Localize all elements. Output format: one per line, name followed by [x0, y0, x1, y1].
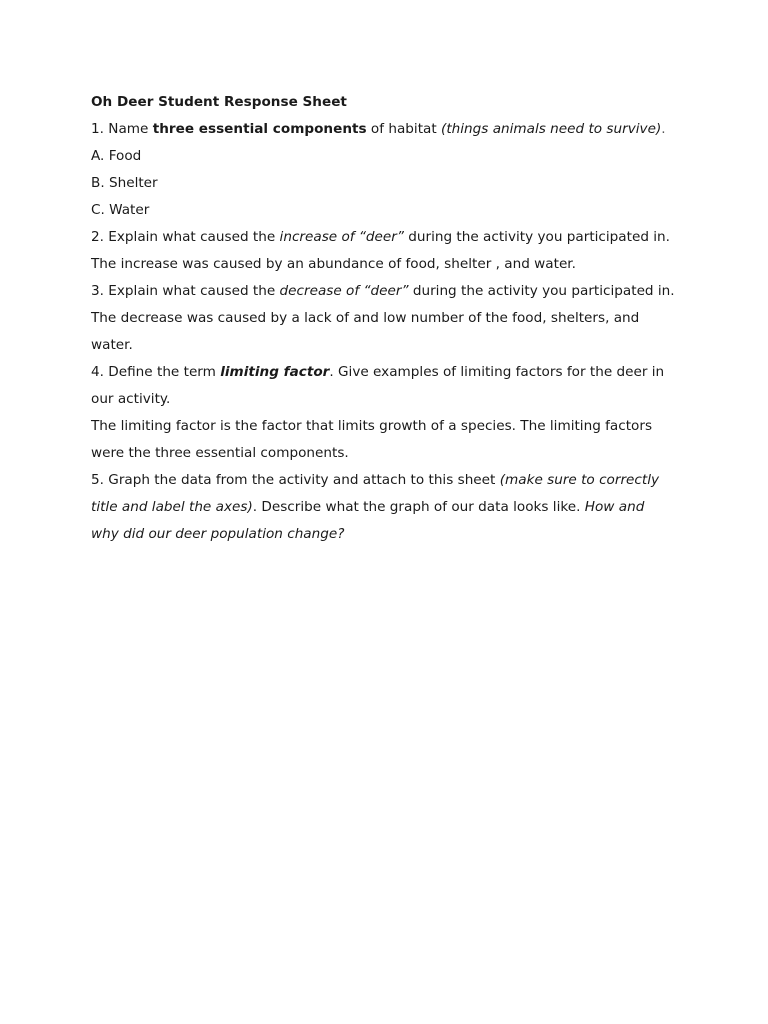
- response-sheet: [91, 89, 691, 548]
- answer-3-line-2: water.: [91, 337, 133, 353]
- answer-4-line-1: The limiting factor is the factor that limits growth of a species. The limiting factors: [91, 418, 653, 434]
- question-1: [91, 116, 691, 143]
- q1-bold: three essential components: [152, 121, 367, 137]
- q3-prefix: 3. Explain what caused the: [91, 283, 280, 299]
- q5-prefix: 5. Graph the data from the activity and attach to this sheet: [91, 472, 500, 488]
- q1-prefix: 1. Name: [91, 121, 153, 137]
- answer-b: B. Shelter: [91, 175, 158, 191]
- q2-suffix: during the activity you participated in.: [403, 229, 670, 245]
- q5-italic-1: (make sure to correctly: [499, 472, 660, 488]
- q5-italic-3: How and: [584, 499, 645, 515]
- answer-2: The increase was caused by an abundance of food, shelter , and water.: [91, 256, 576, 272]
- answer-3-line-1: The decrease was caused by a lack of and low number of the food, shelters, and: [91, 310, 640, 326]
- question-2: [91, 224, 691, 251]
- answer-4-line-2: were the three essential components.: [91, 445, 349, 461]
- answer-a: A. Food: [91, 148, 142, 164]
- question-4-line-2: our activity.: [91, 391, 171, 407]
- answer-c: C. Water: [91, 202, 150, 218]
- q4-prefix: 4. Define the term: [91, 364, 221, 380]
- question-4: [91, 359, 691, 386]
- q4-suffix: . Give examples of limiting factors for the deer in: [329, 364, 665, 380]
- q1-end: .: [661, 121, 666, 137]
- q2-italic: increase of “deer”: [279, 229, 404, 245]
- sheet-title: Oh Deer Student Response Sheet: [91, 94, 347, 110]
- q3-suffix: during the activity you participated in.: [408, 283, 675, 299]
- q5-middle: . Describe what the graph of our data looks like.: [252, 499, 585, 515]
- q5-italic-2: title and label the axes): [91, 499, 253, 515]
- question-5-line-3: why did our deer population change?: [91, 526, 345, 542]
- question-5-line-2: [91, 494, 691, 521]
- q1-italic: (things animals need to survive): [441, 121, 662, 137]
- q2-prefix: 2. Explain what caused the: [91, 229, 280, 245]
- question-3: [91, 278, 691, 305]
- question-5: [91, 467, 691, 494]
- q4-term: limiting factor: [220, 364, 330, 380]
- q3-italic: decrease of “deer”: [279, 283, 409, 299]
- q1-middle: of habitat: [366, 121, 442, 137]
